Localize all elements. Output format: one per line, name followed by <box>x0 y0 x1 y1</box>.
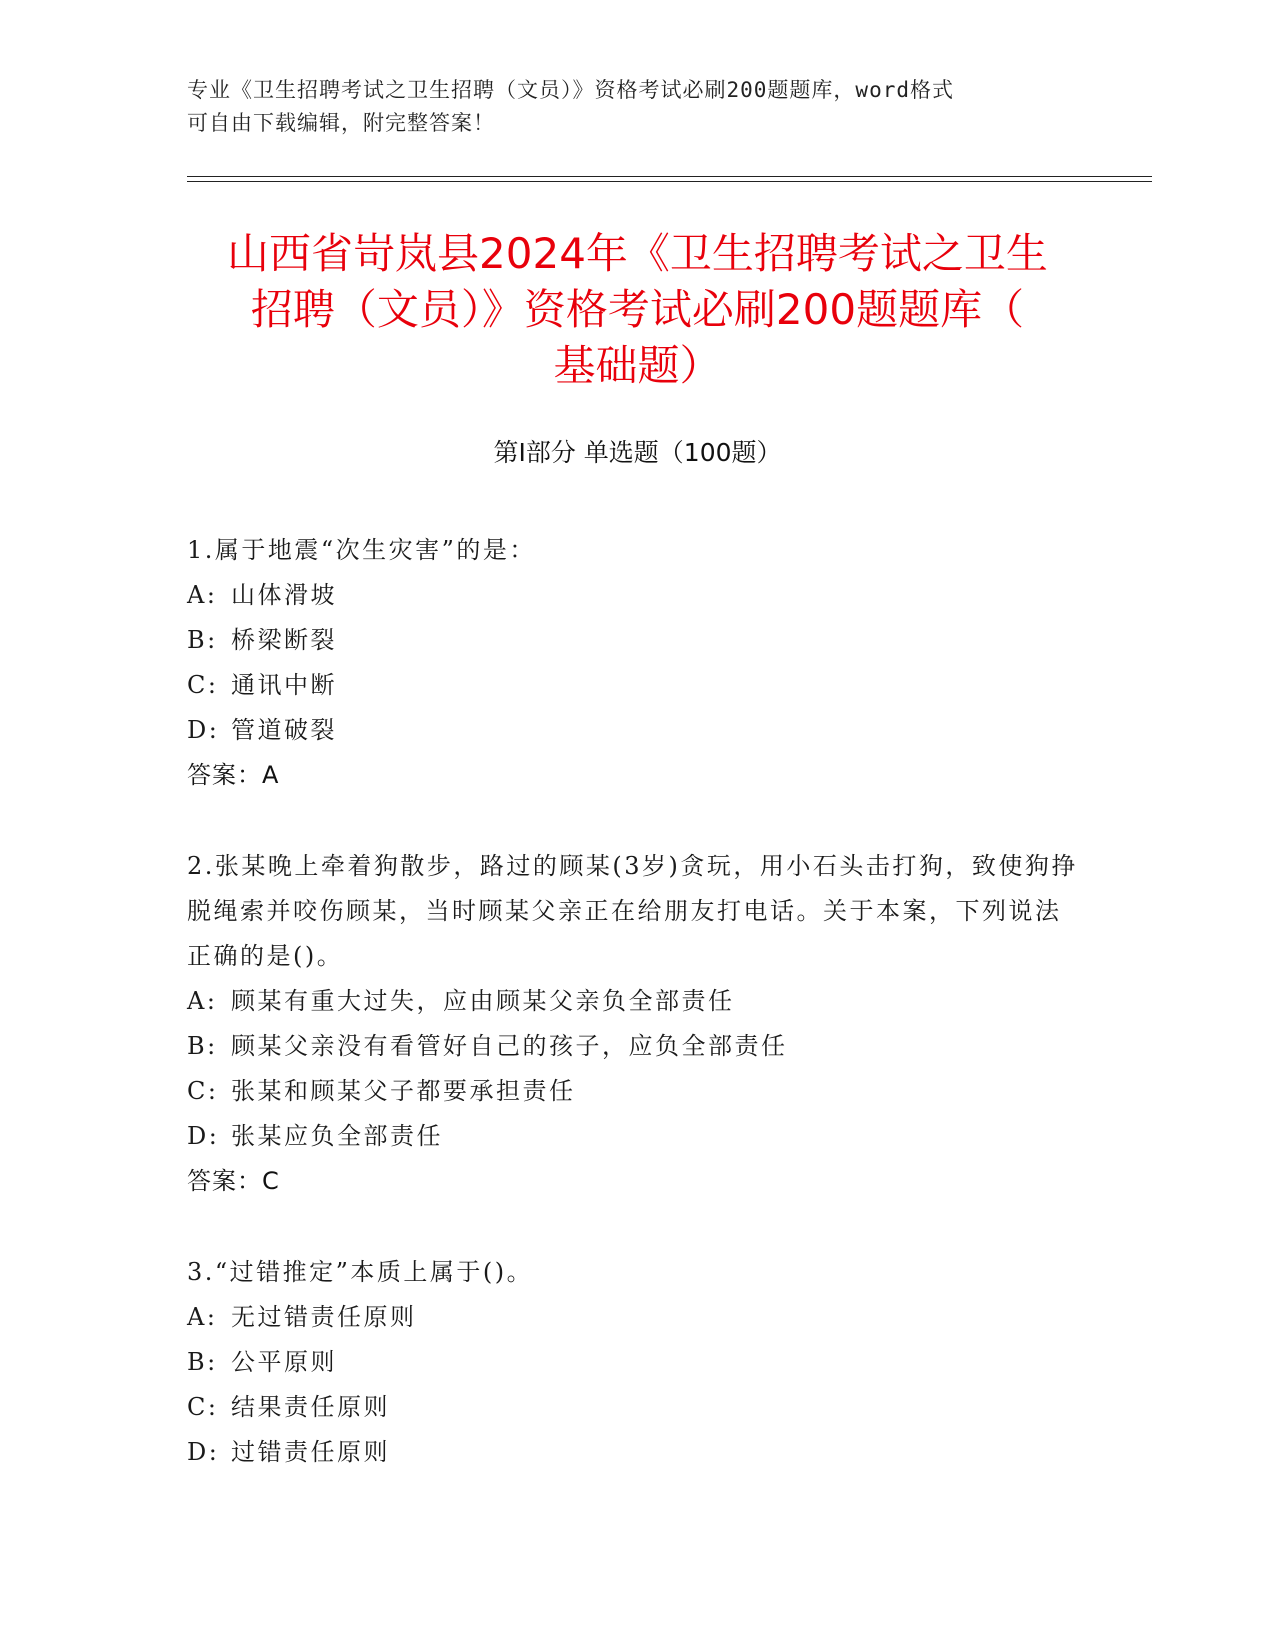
answer-line <box>187 753 1087 798</box>
option-d <box>187 1114 1087 1159</box>
option-text: 无过错责任原则 <box>231 1303 417 1331</box>
header-divider-bottom <box>187 181 1152 182</box>
option-text: 公平原则 <box>231 1348 337 1376</box>
header-note-line-1: 专业《卫生招聘考试之卫生招聘（文员）》资格考试必刷200题题库，word格式 <box>187 78 954 102</box>
option-key: D: <box>187 1438 220 1466</box>
question-2 <box>187 844 1087 1204</box>
option-key: C: <box>187 671 219 699</box>
option-b <box>187 1340 1087 1385</box>
document-title <box>150 226 1125 394</box>
option-text: 通讯中断 <box>231 671 337 699</box>
option-text: 张某和顾某父子都要承担责任 <box>231 1077 576 1105</box>
option-text: 顾某父亲没有看管好自己的孩子，应负全部责任 <box>231 1032 788 1060</box>
title-line-2: 招聘（文员）》资格考试必刷200题题库（ <box>250 285 1025 334</box>
option-text: 张某应负全部责任 <box>231 1122 443 1150</box>
option-c <box>187 663 1087 708</box>
option-key: C: <box>187 1077 219 1105</box>
option-d <box>187 1430 1087 1475</box>
option-key: C: <box>187 1393 219 1421</box>
option-text: 山体滑坡 <box>231 581 337 609</box>
option-key: D: <box>187 716 220 744</box>
option-text: 结果责任原则 <box>231 1393 390 1421</box>
answer-label: 答案： <box>187 1167 262 1195</box>
question-stem: 3.“过错推定”本质上属于()。 <box>187 1258 534 1286</box>
answer-line <box>187 1159 1087 1204</box>
answer-label: 答案： <box>187 761 262 789</box>
question-3 <box>187 1250 1087 1475</box>
option-key: A: <box>187 1303 218 1331</box>
option-text: 桥梁断裂 <box>231 626 337 654</box>
option-c <box>187 1385 1087 1430</box>
option-a <box>187 573 1087 618</box>
section-heading: 第Ⅰ部分 单选题（100题） <box>493 438 782 467</box>
option-key: A: <box>187 987 218 1015</box>
option-key: B: <box>187 1032 218 1060</box>
option-text: 管道破裂 <box>231 716 337 744</box>
question-1 <box>187 528 1087 798</box>
option-b <box>187 618 1087 663</box>
header-note-line-2: 可自由下载编辑，附完整答案！ <box>187 111 495 135</box>
option-key: B: <box>187 626 218 654</box>
title-line-1: 山西省岢岚县2024年《卫生招聘考试之卫生 <box>227 229 1048 278</box>
header-note <box>187 74 1087 140</box>
option-key: B: <box>187 1348 218 1376</box>
header-divider-top <box>187 176 1152 177</box>
question-stem: 1.属于地震“次生灾害”的是： <box>187 536 536 564</box>
option-text: 过错责任原则 <box>231 1438 390 1466</box>
answer-value: A <box>262 761 280 789</box>
question-stem: 2.张某晚上牵着狗散步，路过的顾某(3岁)贪玩，用小石头击打狗，致使狗挣脱绳索并咬伤顾某，当时顾某父亲正在给朋友打电话。关于本案，下列说法正确的是()。 <box>187 852 1078 970</box>
option-c <box>187 1069 1087 1114</box>
option-text: 顾某有重大过失，应由顾某父亲负全部责任 <box>231 987 735 1015</box>
option-key: D: <box>187 1122 220 1150</box>
title-line-3: 基础题） <box>553 341 722 390</box>
option-d <box>187 708 1087 753</box>
option-a <box>187 979 1087 1024</box>
answer-value: C <box>262 1167 280 1195</box>
question-list <box>187 528 1087 1521</box>
option-a <box>187 1295 1087 1340</box>
option-b <box>187 1024 1087 1069</box>
option-key: A: <box>187 581 218 609</box>
